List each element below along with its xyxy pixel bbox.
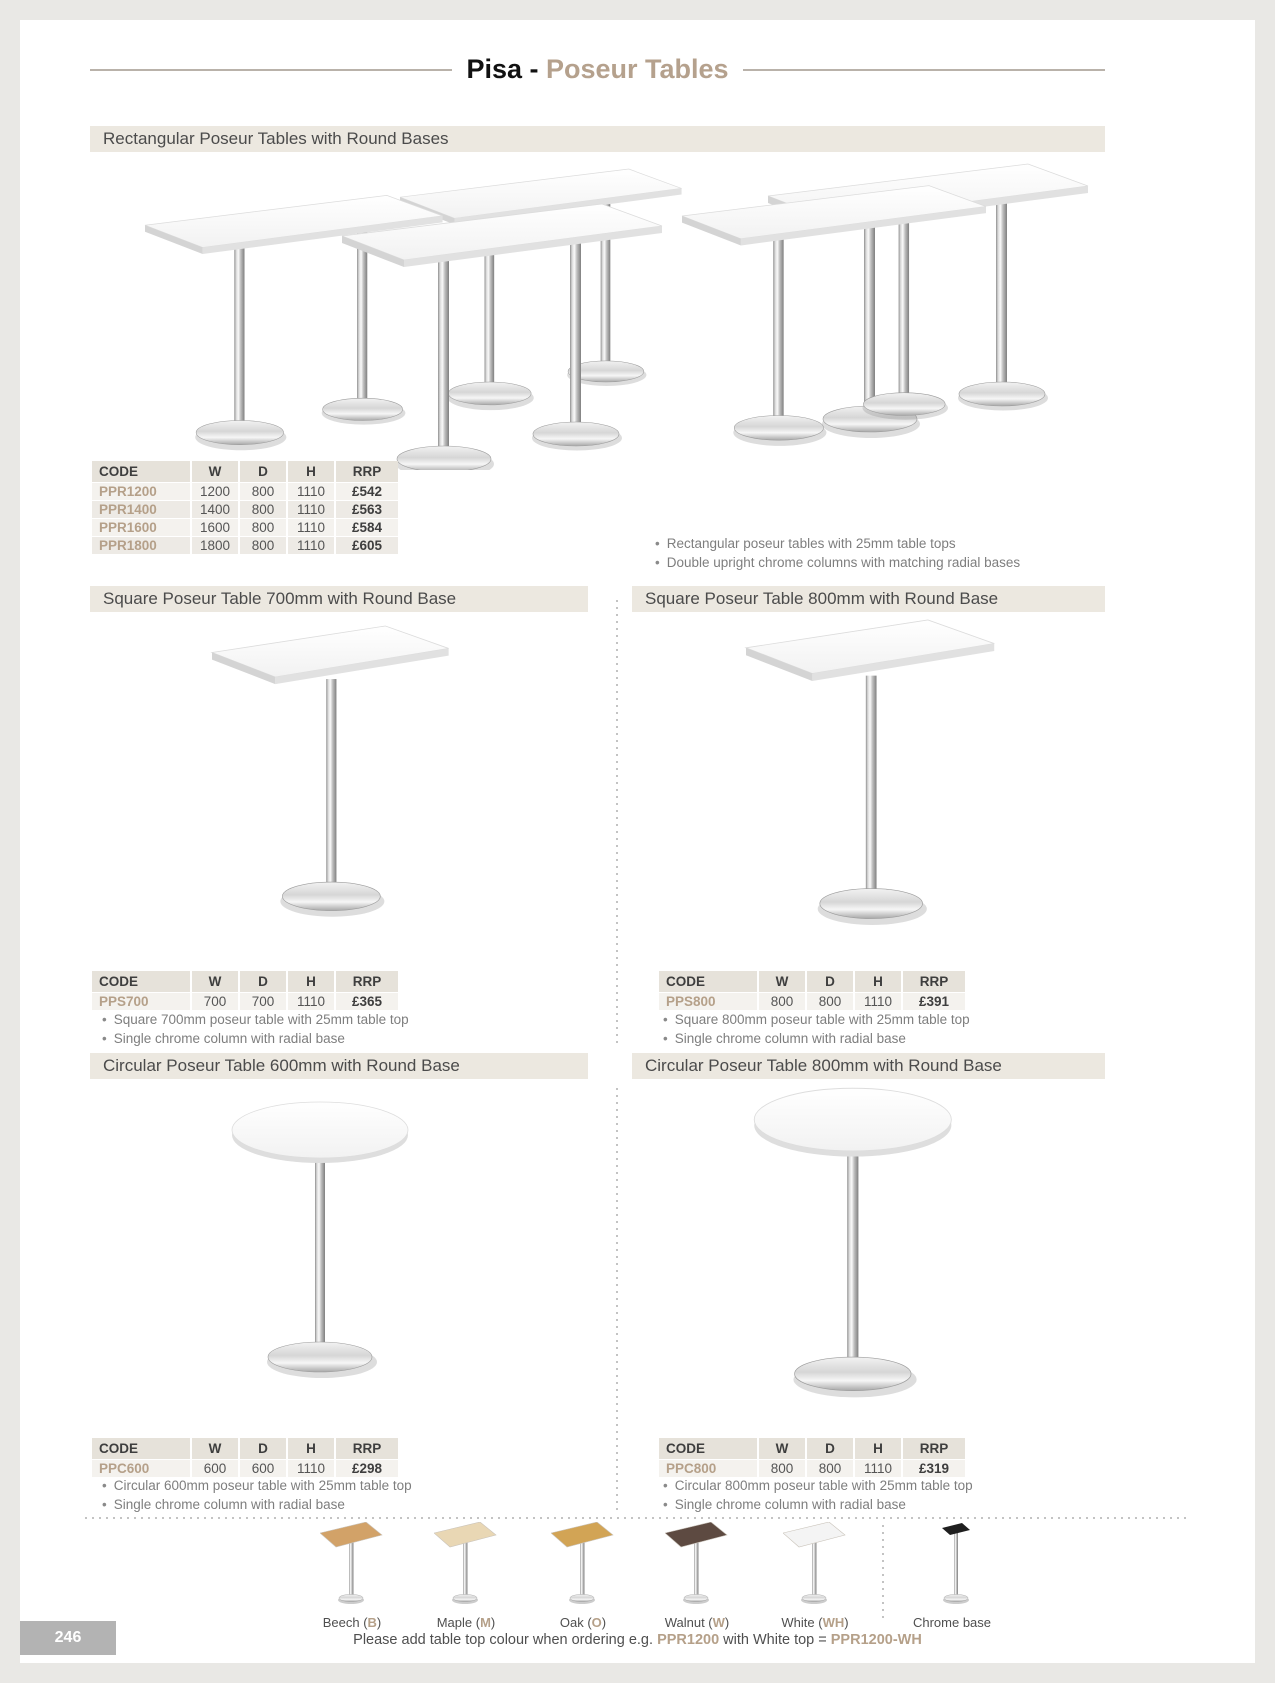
table-row: [92, 501, 398, 518]
col-rrp: RRP: [903, 971, 965, 992]
cell-h: 1110: [288, 501, 334, 518]
cell-d: 700: [240, 993, 286, 1010]
col-d: D: [240, 971, 286, 992]
cell-code: PPC600: [92, 1460, 190, 1477]
section-header-rectangular: Rectangular Poseur Tables with Round Bases: [90, 126, 1105, 152]
ordering-note-code: PPR1200: [657, 1632, 720, 1648]
square-poseur-table-700-image: [180, 608, 480, 938]
col-w: W: [192, 1438, 238, 1459]
section-header-circular-800: Circular Poseur Table 800mm with Round Base: [632, 1053, 1105, 1079]
chrome-base-divider-dotted: [882, 1525, 884, 1623]
col-w: W: [759, 1438, 805, 1459]
cell-code: PPR1800: [92, 537, 190, 554]
ordering-note-text: with White top =: [719, 1632, 831, 1648]
chrome-base-swatch-image: [920, 1522, 984, 1606]
spec-table-square-800: [657, 970, 967, 1011]
feature-bullet: • Circular 600mm poseur table with 25mm table top: [102, 1477, 412, 1496]
col-d: D: [240, 461, 286, 482]
table-row: [92, 1460, 398, 1477]
feature-bullet: • Single chrome column with radial base: [102, 1496, 412, 1515]
col-code: CODE: [92, 971, 190, 992]
col-rrp: RRP: [903, 1438, 965, 1459]
ordering-note-code: PPR1200-WH: [830, 1632, 922, 1648]
col-w: W: [192, 461, 238, 482]
cell-w: 600: [192, 1460, 238, 1477]
col-rrp: RRP: [336, 1438, 398, 1459]
cell-rrp: £542: [336, 483, 398, 500]
white-table-swatch-image: [783, 1522, 847, 1606]
cell-d: 800: [807, 1460, 853, 1477]
table-row: [659, 993, 965, 1010]
col-code: CODE: [92, 1438, 190, 1459]
cell-code: PPS700: [92, 993, 190, 1010]
feature-bullet: • Square 700mm poseur table with 25mm table top: [102, 1011, 409, 1030]
finish-swatch-white: [755, 1522, 875, 1630]
maple-table-swatch-image: [434, 1522, 498, 1606]
title-rule-left: [90, 69, 452, 71]
table-header-row: [659, 1438, 965, 1459]
finish-swatch-oak: [523, 1522, 643, 1630]
spec-table-circular-800: [657, 1437, 967, 1478]
feature-bullet: • Square 800mm poseur table with 25mm table top: [663, 1011, 970, 1030]
cell-w: 800: [759, 993, 805, 1010]
col-rrp: RRP: [336, 971, 398, 992]
page-title: [466, 54, 728, 85]
table-header-row: [92, 1438, 398, 1459]
finish-label: Maple (M): [436, 1615, 496, 1630]
cell-d: 600: [240, 1460, 286, 1477]
col-h: H: [288, 1438, 334, 1459]
col-code: CODE: [659, 1438, 757, 1459]
finish-swatch-walnut: [637, 1522, 757, 1630]
finish-swatch-chrome-base: [892, 1522, 1012, 1630]
cell-h: 1110: [288, 537, 334, 554]
square-700-feature-bullets: [102, 1011, 409, 1048]
col-h: H: [288, 971, 334, 992]
cell-h: 1110: [288, 1460, 334, 1477]
feature-bullet: • Rectangular poseur tables with 25mm table tops: [655, 535, 1020, 554]
col-w: W: [759, 971, 805, 992]
col-w: W: [192, 971, 238, 992]
col-rrp: RRP: [336, 461, 398, 482]
col-h: H: [855, 971, 901, 992]
finish-label: Chrome base: [912, 1615, 992, 1630]
cell-h: 1110: [288, 993, 334, 1010]
cell-code: PPR1600: [92, 519, 190, 536]
walnut-table-swatch-image: [665, 1522, 729, 1606]
table-row: [92, 483, 398, 500]
rectangular-feature-bullets: [655, 535, 1020, 572]
feature-bullet: • Circular 800mm poseur table with 25mm table top: [663, 1477, 973, 1496]
oak-table-swatch-image: [551, 1522, 615, 1606]
table-header-row: [659, 971, 965, 992]
column-divider-dotted: [616, 600, 618, 1048]
cell-rrp: £584: [336, 519, 398, 536]
cell-code: PPR1400: [92, 501, 190, 518]
col-d: D: [807, 1438, 853, 1459]
square-poseur-table-800-image: [720, 608, 1020, 938]
circular-600-feature-bullets: [102, 1477, 412, 1514]
cell-h: 1110: [855, 1460, 901, 1477]
cell-w: 1800: [192, 537, 238, 554]
cell-code: PPS800: [659, 993, 757, 1010]
cell-code: PPC800: [659, 1460, 757, 1477]
finish-label: Beech (B): [322, 1615, 382, 1630]
cell-rrp: £563: [336, 501, 398, 518]
rectangular-poseur-tables-image: [90, 150, 1105, 470]
table-header-row: [92, 971, 398, 992]
cell-rrp: £298: [336, 1460, 398, 1477]
finish-swatch-beech: [292, 1522, 412, 1630]
table-row: [92, 519, 398, 536]
cell-w: 1600: [192, 519, 238, 536]
cell-d: 800: [240, 501, 286, 518]
page-number-badge: 246: [20, 1621, 116, 1655]
col-code: CODE: [659, 971, 757, 992]
cell-rrp: £391: [903, 993, 965, 1010]
square-800-feature-bullets: [663, 1011, 970, 1048]
table-row: [92, 537, 398, 554]
table-row: [659, 1460, 965, 1477]
cell-rrp: £319: [903, 1460, 965, 1477]
col-code: CODE: [92, 461, 190, 482]
cell-w: 800: [759, 1460, 805, 1477]
table-row: [92, 993, 398, 1010]
section-header-circular-600: Circular Poseur Table 600mm with Round Base: [90, 1053, 588, 1079]
feature-bullet: • Single chrome column with radial base: [102, 1030, 409, 1049]
cell-w: 1400: [192, 501, 238, 518]
finish-label: Oak (O): [559, 1615, 607, 1630]
title-brand: Pisa -: [466, 54, 539, 84]
finish-label: White (WH): [781, 1615, 849, 1630]
cell-h: 1110: [288, 483, 334, 500]
cell-h: 1110: [288, 519, 334, 536]
spec-table-square-700: [90, 970, 400, 1011]
column-divider-dotted: [616, 1088, 618, 1512]
col-d: D: [240, 1438, 286, 1459]
ordering-note-text: Please add table top colour when ordering e.g.: [353, 1632, 658, 1648]
page-title-row: [90, 54, 1105, 85]
circular-poseur-table-800-image: [700, 1078, 1030, 1413]
cell-w: 1200: [192, 483, 238, 500]
beech-table-swatch-image: [320, 1522, 384, 1606]
feature-bullet: • Double upright chrome columns with matching radial bases: [655, 554, 1020, 573]
spec-table-circular-600: [90, 1437, 400, 1478]
feature-bullet: • Single chrome column with radial base: [663, 1030, 970, 1049]
circular-800-feature-bullets: [663, 1477, 973, 1514]
cell-code: PPR1200: [92, 483, 190, 500]
cell-rrp: £605: [336, 537, 398, 554]
col-h: H: [288, 461, 334, 482]
col-h: H: [855, 1438, 901, 1459]
ordering-note: [20, 1632, 1255, 1648]
title-rule-right: [743, 69, 1105, 71]
title-range: Poseur Tables: [546, 54, 729, 84]
finish-swatch-maple: [406, 1522, 526, 1630]
section-header-square-800: Square Poseur Table 800mm with Round Base: [632, 586, 1105, 612]
cell-d: 800: [240, 483, 286, 500]
spec-table-rectangular: [90, 460, 400, 555]
cell-d: 800: [240, 519, 286, 536]
circular-poseur-table-600-image: [170, 1088, 470, 1408]
col-d: D: [807, 971, 853, 992]
cell-d: 800: [240, 537, 286, 554]
table-header-row: [92, 461, 398, 482]
feature-bullet: • Single chrome column with radial base: [663, 1496, 973, 1515]
cell-rrp: £365: [336, 993, 398, 1010]
cell-w: 700: [192, 993, 238, 1010]
cell-h: 1110: [855, 993, 901, 1010]
cell-d: 800: [807, 993, 853, 1010]
section-header-square-700: Square Poseur Table 700mm with Round Base: [90, 586, 588, 612]
finishes-divider-dotted: [85, 1517, 1190, 1519]
catalog-page: [20, 20, 1255, 1663]
finish-label: Walnut (W): [664, 1615, 730, 1630]
